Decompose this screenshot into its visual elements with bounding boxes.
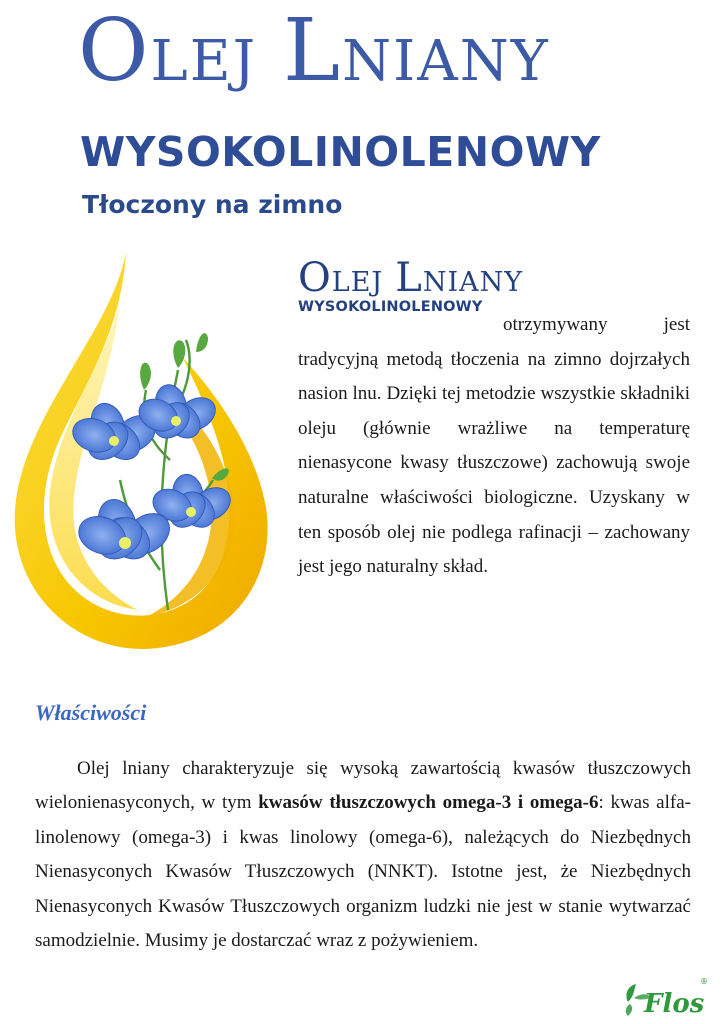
inline-logo-word2-cap: L	[395, 255, 423, 301]
inline-logo-word1-rest: LEJ	[331, 267, 384, 298]
inline-product-logo	[298, 255, 524, 315]
title-word1-cap: O	[78, 1, 151, 101]
brand-registered-mark: ®	[700, 977, 708, 986]
page-title	[78, 1, 550, 101]
page-tagline: Tłoczony na zimno	[82, 190, 343, 219]
inline-logo-word1-cap: O	[298, 255, 332, 301]
section-heading-properties: Właściwości	[35, 700, 147, 725]
flos-brand-logo	[620, 972, 710, 1018]
inline-logo-subtitle: WYSOKOLINOLENOWY	[298, 299, 483, 315]
properties-text-part1: Olej lniany charakteryzuje się wysoką zawartością kwasów tłuszczowych wielonienasyconych, w tym	[35, 758, 691, 814]
title-word2-rest: NIANY	[342, 29, 550, 94]
title-word2-cap: L	[283, 1, 343, 101]
brand-leaf-icon	[626, 984, 636, 1002]
oil-drop-flax-illustration	[8, 240, 278, 660]
page-subtitle: WYSOKOLINOLENOWY	[80, 128, 601, 176]
properties-text-part2: : kwas alfa-linolenowy (omega-3) i kwas linolowy (omega-6), należących do Niezbędnych Nienasyconych Kwasów Tłuszczowych (NNKT). Istotne jest, że Niezbędnych Nienasyconych Kwasów Tłuszczowych organizm ludzki nie jest w stanie wytwarzać samodzielnie. Musimy je dostarczać wraz z pożywieniem.	[35, 792, 691, 952]
title-word1-rest: LEJ	[150, 29, 258, 94]
brand-name: Flos	[644, 989, 705, 1018]
properties-text-bold: kwasów tłuszczowych omega-3 i omega-6	[258, 792, 599, 814]
intro-paragraph: otrzymywany jest tradycyjną metodą tłoczenia na zimno dojrzałych nasion lnu. Dzięki tej metodzie wszystkie składniki oleju (głównie wrażliwe na temperaturę nienasycone kwasy tłuszczowe) zachowują swoje naturalne właściwości biologiczne. Uzyskany w ten sposób olej nie podlega rafinacji – zachowany jest jego naturalny skład.	[298, 314, 690, 578]
properties-paragraph	[35, 752, 691, 958]
drop-outer-shape	[15, 252, 268, 649]
inline-logo-word2-rest: NIANY	[422, 267, 524, 298]
